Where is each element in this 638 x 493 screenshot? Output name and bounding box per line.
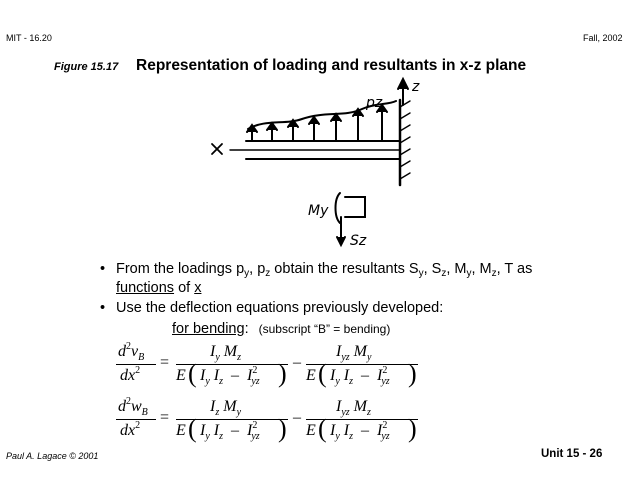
author-credit: Paul A. Lagace © 2001 [6, 451, 99, 461]
bullet-2: • Use the deflection equations previously developed: [100, 300, 444, 316]
term-label: Fall, 2002 [583, 33, 623, 43]
bullet-list [100, 260, 620, 318]
my-label: My [308, 203, 329, 219]
loading-sketch [190, 75, 450, 255]
figure-label: Figure 15.17 [54, 61, 119, 73]
pz-label: pz [366, 95, 383, 111]
bending-heading: for bending: (subscript “B” = bending) [172, 321, 391, 337]
page-number: Unit 15 - 26 [541, 448, 603, 460]
z-axis-label: z [412, 79, 420, 95]
sz-label: Sz [350, 233, 367, 249]
course-label: MIT - 16.20 [6, 33, 52, 43]
bullet-1: • From the loadings $p_y$, $p_z$ obtain the resultants $S_y$, $S_z$, $M_y$, $M_z$, T as functions of x [100, 261, 533, 296]
page-title: Representation of loading and resultants in x-z plane [136, 57, 527, 74]
deflection-equations: $d^2v_B$ $dx^2$ = $I_y$ $M_z$ E ( $I_y$ $I_z - I^2_{yz}$ ) – $I_{yz}$ $M_y$ E ( $I_y$ $I_z - I^2_{yz}$ ) $d^2w_B$ $dx^2$ = $I_z$ $M_y$ E ( $I_y$ $I_z - I^2_{yz}$ ) – $I_{yz}$ $M_z$ E ( $I_y$ $I_z - I^2_{yz}$ ) [118, 341, 417, 443]
